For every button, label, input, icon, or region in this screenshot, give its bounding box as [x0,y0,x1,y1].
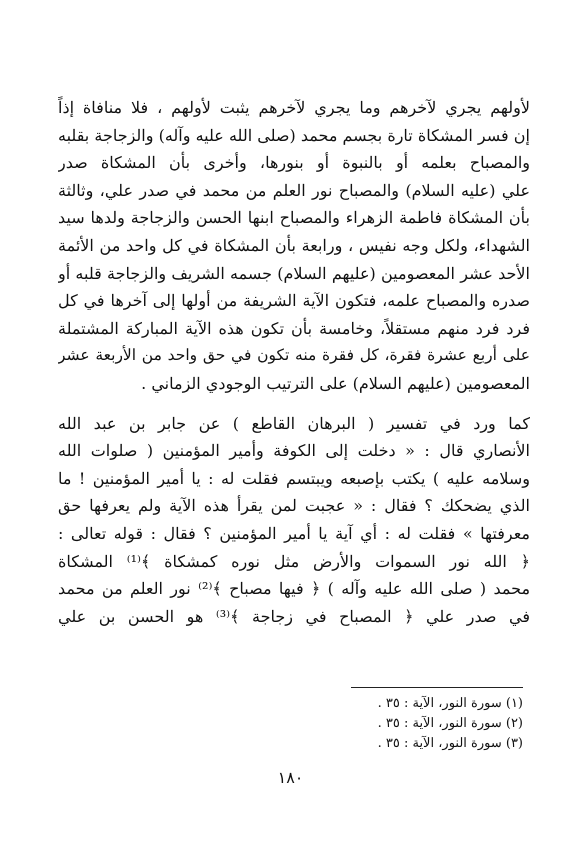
footnotes [223,694,523,754]
footnote: (١) سورة النور، الآية : ٣٥ . [377,696,523,711]
text-line: إن فسر المشكاة تارة بجسم محمد (صلى الله عليه وآله) والزجاجة بقلبه [58,125,530,145]
body-text [58,94,530,630]
footnote-divider [351,687,523,688]
paragraph-gap [58,398,530,410]
text-line: الأنصاري قال : « دخلت إلى الكوفة وأمير المؤمنين ( صلوات الله [58,441,530,461]
text-line: في صدر علي ﴿ المصباح في زجاجة ﴾⁽³⁾ هو الحسن بن علي [58,606,530,626]
text-line: المعصومين (عليهم السلام) على الترتيب الوجودي الزماني . [141,373,530,393]
text-line: علي (عليه السلام) والمصباح نور العلم من محمد في صدر علي، وثالثة [58,180,530,200]
text-line: بأن المشكاة فاطمة الزهراء والمصباح ابنها الحسن والزجاجة ولدها سيد [58,208,530,228]
text-line: ﴿ الله نور السموات والأرض مثل نوره كمشكاة ﴾⁽¹⁾ المشكاة [58,551,530,571]
text-line: كما ورد في تفسير ( البرهان القاطع ) عن جابر بن عبد الله [58,413,530,433]
text-line: صدره والمصباح علمه، فتكون الآية الشريفة من أولها إلى آخرها في كل [58,291,530,311]
footnote: (٢) سورة النور، الآية : ٣٥ . [377,716,523,731]
text-line: والمصباح بعلمه أو بالنبوة أو بنورها، وأخرى بأن المشكاة صدر [58,153,530,173]
paragraph-2 [58,410,530,631]
text-line: معرفتها » فقلت له : أي آية يا أمير المؤمنين ؟ فقال : قوله تعالى : [58,523,530,543]
text-line: الأحد عشر المعصومين (عليهم السلام) جسمه الشريف والزجاجة قلبه أو [58,263,530,283]
text-line: الذي يضحكك ؟ فقال : « عجبت لمن يقرأ هذه الآية ولم يعرفها حق [58,496,530,516]
text-line: الشهداء، ولكل وجه نفيس ، ورابعة بأن المشكاة في كل واحد من الأئمة [58,235,530,255]
text-line: وسلامه عليه ) يكتب بإصبعه ويبتسم فقلت له : يا أمير المؤمنين ! ما [58,468,530,488]
page-number: ١٨٠ [277,768,304,787]
text-line: فرد فرد منهم مستقلاً، وخامسة بأن تكون هذه الآية المباركة المشتملة [58,318,530,338]
text-line: على أربع عشرة فقرة، كل فقرة منه تكون في حق واحد من الأربعة عشر [58,346,530,365]
text-line: لأولهم يجري لآخرهم وما يجري لآخرهم يثبت لأولهم ، فلا منافاة إذاً [58,98,530,117]
footnote: (٣) سورة النور، الآية : ٣٥ . [377,736,523,751]
paragraph-1 [58,94,530,398]
text-line: محمد ( صلى الله عليه وآله ) ﴿ فيها مصباح ﴾⁽²⁾ نور العلم من محمد [58,579,530,599]
